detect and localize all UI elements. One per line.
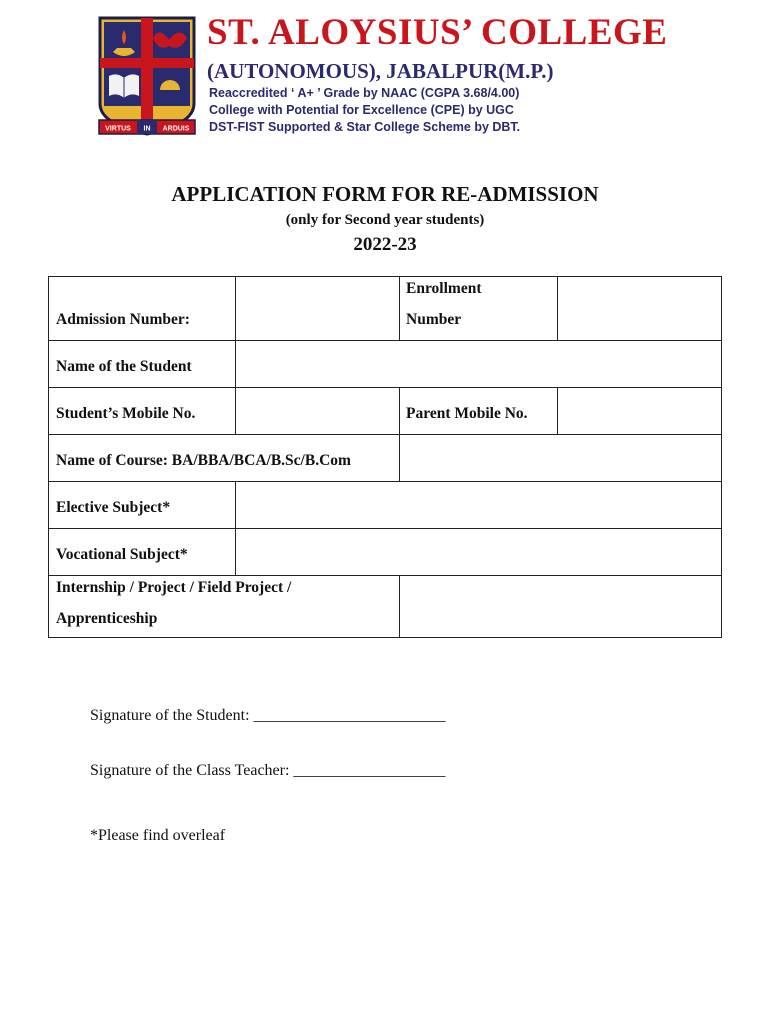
form-title: APPLICATION FORM FOR RE-ADMISSION	[171, 182, 599, 206]
academic-year: 2022-23	[353, 234, 417, 255]
college-location: (AUTONOMOUS), JABALPUR(M.P.)	[207, 59, 554, 83]
readmission-form-table	[48, 276, 722, 638]
accreditation-line: Reaccredited ‘ A+ ’ Grade by NAAC (CGPA 3.68/4.00)	[209, 86, 520, 100]
teacher-signature-line[interactable]: Signature of the Class Teacher: ___________________	[90, 762, 446, 779]
student-mobile-field[interactable]	[236, 388, 399, 434]
accreditation-line: College with Potential for Excellence (CPE) by UGC	[209, 103, 514, 117]
student-signature-line[interactable]: Signature of the Student: ________________________	[90, 707, 446, 724]
student-mobile-label: Student’s Mobile No.	[56, 405, 196, 422]
course-field[interactable]	[400, 435, 722, 481]
overleaf-note: *Please find overleaf	[90, 827, 226, 844]
college-crest-icon	[97, 16, 197, 140]
enrollment-number-label-line2: Number	[406, 311, 462, 328]
motto-left: VIRTUS	[105, 125, 131, 133]
column-divider	[399, 277, 400, 340]
enrollment-number-label: Enrollment	[406, 280, 482, 297]
student-name-field[interactable]	[236, 341, 722, 387]
vocational-subject-label: Vocational Subject*	[56, 546, 188, 563]
vocational-subject-field[interactable]	[236, 529, 722, 575]
admission-number-field[interactable]	[236, 277, 399, 340]
elective-subject-label: Elective Subject*	[56, 499, 171, 516]
internship-field[interactable]	[400, 576, 722, 638]
college-name: ST. ALOYSIUS’ COLLEGE	[207, 12, 668, 53]
elective-subject-field[interactable]	[236, 482, 722, 528]
admission-number-label: Admission Number:	[56, 311, 190, 328]
parent-mobile-label: Parent Mobile No.	[406, 405, 528, 422]
column-divider	[399, 387, 400, 434]
internship-label: Internship / Project / Field Project /	[56, 579, 292, 596]
course-label: Name of Course: BA/BBA/BCA/B.Sc/B.Com	[56, 452, 351, 469]
student-name-label: Name of the Student	[56, 358, 192, 375]
enrollment-number-field[interactable]	[558, 277, 722, 340]
internship-label-line2: Apprenticeship	[56, 610, 158, 627]
form-subtitle: (only for Second year students)	[285, 212, 485, 228]
motto-right: ARDUIS	[162, 125, 190, 133]
parent-mobile-field[interactable]	[558, 388, 722, 434]
accreditation-line: DST-FIST Supported & Star College Scheme by DBT.	[209, 120, 521, 134]
motto-mid: IN	[143, 125, 151, 133]
